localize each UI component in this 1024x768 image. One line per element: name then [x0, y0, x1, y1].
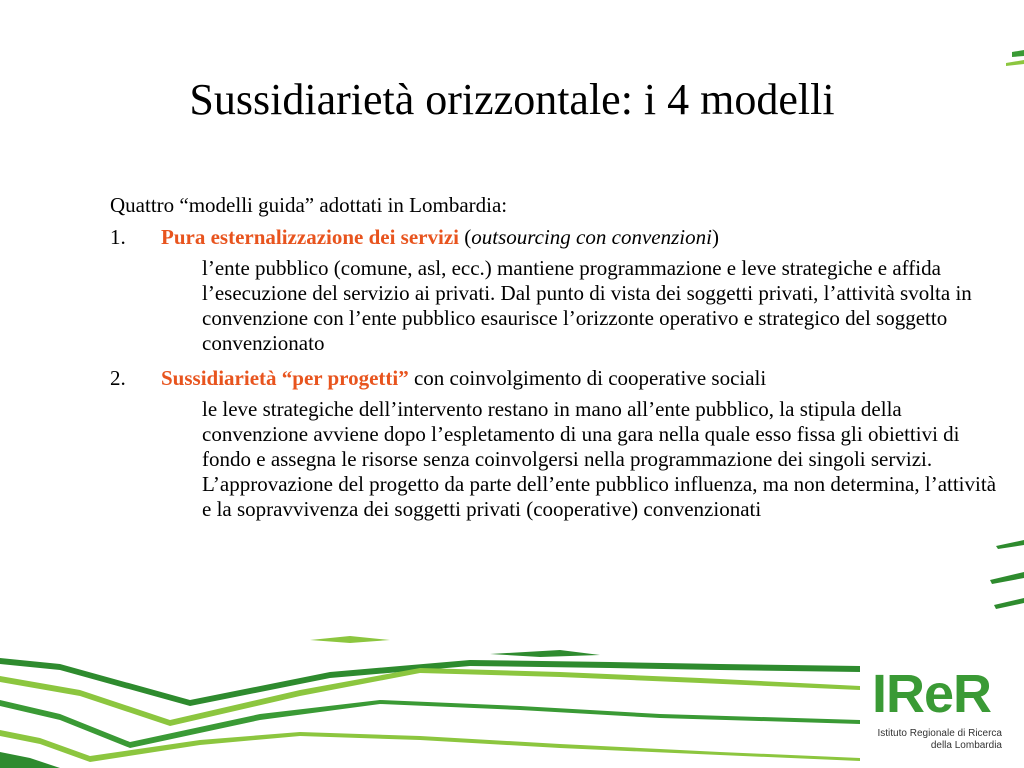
bottom-stripe-light-1	[0, 668, 860, 726]
bottom-stripe-accent-2	[490, 650, 600, 657]
corner-stripe-top	[1012, 50, 1024, 57]
model-item-2-suffix: con coinvolgimento di cooperative sociali	[408, 366, 767, 390]
bottom-stripe-dark	[0, 658, 860, 706]
bottom-stripe-accent-1	[310, 636, 390, 643]
logo-caption-line-1: Istituto Regionale di Ricerca	[877, 728, 1002, 739]
model-item-2-description: le leve strategiche dell’intervento restano in mano all’ente pubblico, la stipula della convenzione avviene dopo l’espletamento di una gara nella quale esso fissa gli obiettivi di fondo e assegna le risorse senza coinvolgersi nella programmazione dei singoli servizi. L’approvazione del progetto da parte dell’ente pubblico influenza, ma non determina, l’attività e la sopravvivenza dei soggetti privati (cooperative) convenzionati	[202, 397, 997, 521]
model-item-2-heading: Sussidiarietà “per progetti”	[161, 366, 409, 390]
model-item-2-number: 2.	[110, 366, 126, 390]
corner-stripe-top-2	[1006, 60, 1024, 66]
model-item-2-head	[110, 366, 990, 391]
model-item-1-suffix-italic: outsourcing con convenzioni	[471, 225, 712, 249]
logo-mark: IReR	[872, 664, 992, 724]
bottom-stripe-mid	[0, 700, 860, 748]
model-item-1-suffix-close: )	[711, 225, 719, 249]
logo-caption-line-2: della Lombardia	[930, 740, 1002, 751]
slide-title: Sussidiarietà orizzontale: i 4 modelli	[189, 75, 835, 124]
right-stripe-3	[994, 598, 1024, 609]
slide-body	[110, 193, 997, 532]
model-item-1-head	[110, 225, 990, 250]
model-item-1-title	[161, 225, 719, 250]
model-item-1-number: 1.	[110, 225, 126, 249]
model-item-1-description: l’ente pubblico (comune, asl, ecc.) mantiene programmazione e leve strategiche e affida l’esecuzione del servizio ai privati. Dal punto di vista dei soggetti privati, l’attività svolta in convenzione con l’ente pubblico esaurisce l’orizzonte operativo e strategico del soggetto convenzionato	[202, 256, 972, 355]
model-item-2	[110, 366, 997, 522]
irer-logo	[868, 666, 1008, 756]
model-item-1	[110, 225, 990, 356]
model-item-1-heading: Pura esternalizzazione dei servizi	[161, 225, 459, 249]
bottom-stripe-corner	[0, 752, 60, 768]
intro-text: Quattro “modelli guida” adottati in Lombardia:	[110, 193, 508, 217]
logo-caption	[868, 728, 1002, 752]
model-item-2-title	[161, 366, 766, 391]
model-item-1-suffix-open: (	[459, 225, 472, 249]
right-stripe-1	[996, 540, 1024, 549]
bottom-stripe-light-2	[0, 730, 860, 762]
right-stripe-2	[990, 572, 1024, 584]
